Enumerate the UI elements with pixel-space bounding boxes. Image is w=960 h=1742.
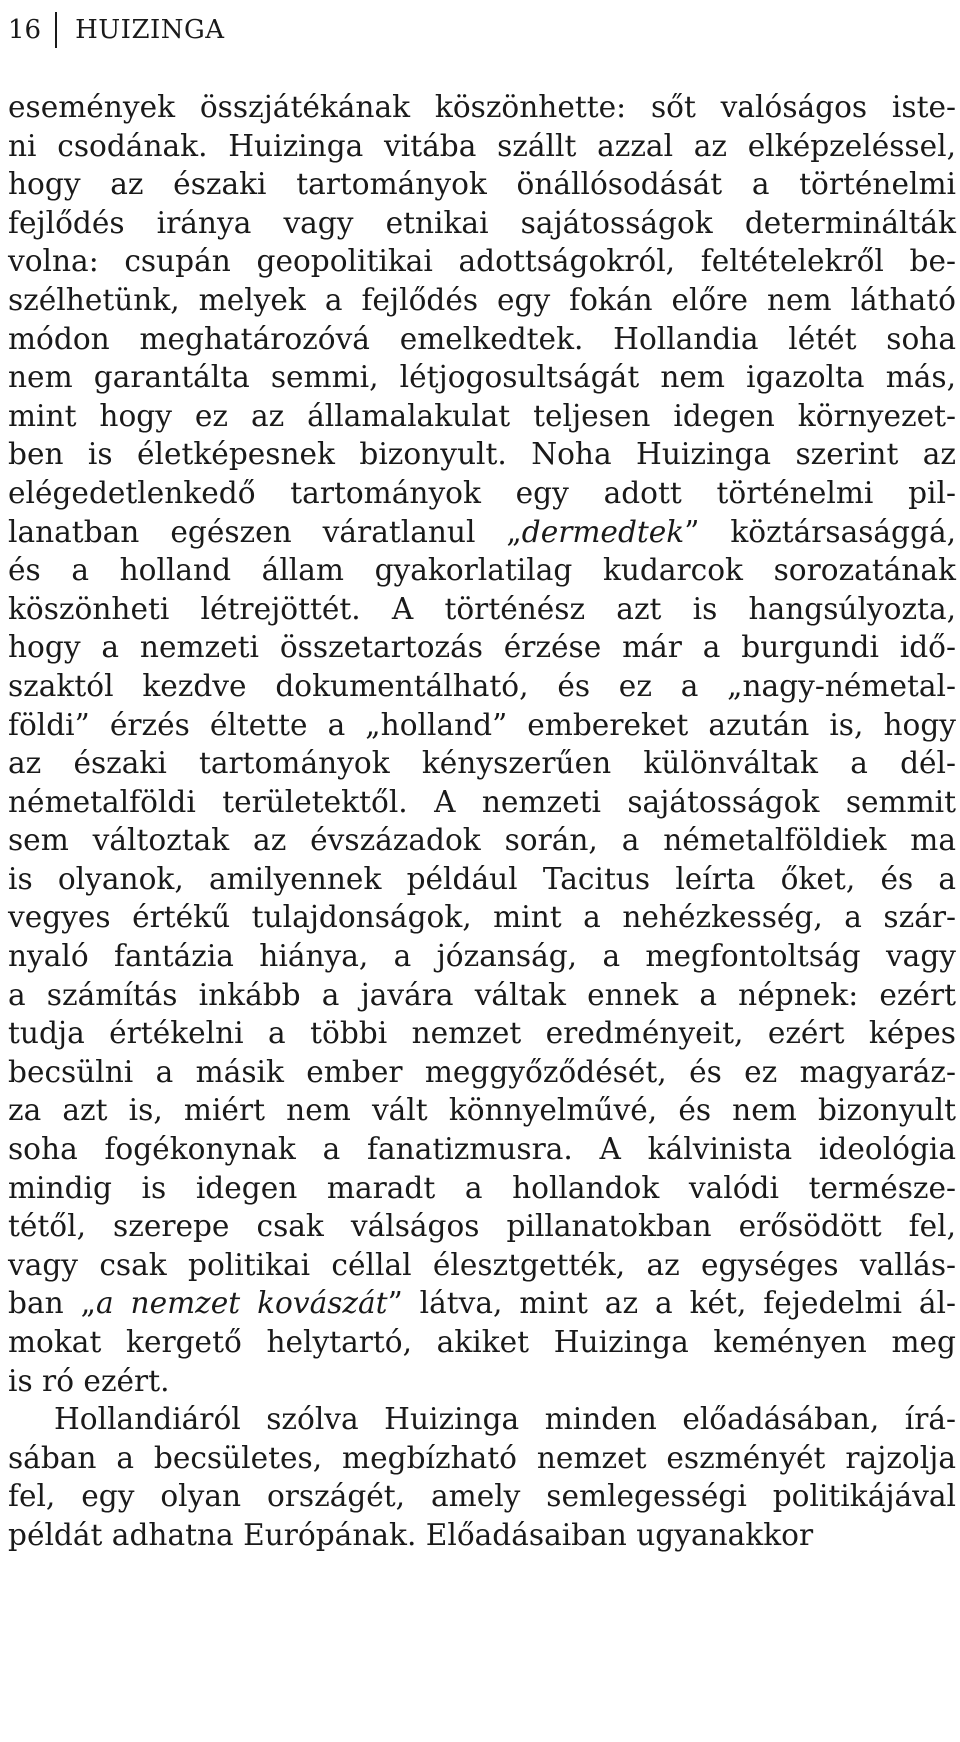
text-segment: mokat kergető helytartó, akiket Huizinga keményen meg [8,1325,956,1359]
text-segment: németalföldi területektől. A nemzeti sajátosságok semmit [8,784,956,819]
header-divider [55,12,57,48]
text-line [8,474,956,513]
text-segment: za azt is, miért nem vált könnyelművé, és nem bizonyult [8,1093,956,1128]
text-segment: ” látva, mint az a két, fejedelmi ál- [387,1286,956,1321]
body-text [8,88,956,1555]
running-title: HUIZINGA [75,15,225,45]
text-segment: ni csodának. Huizinga vitába szállt azzal az elképzeléssel, [8,128,956,163]
text-line [8,821,956,860]
text-segment: a számítás inkább a javára váltak ennek a népnek: ezért [8,977,956,1012]
text-segment: hogy az északi tartományok önállósodását a történelmi [8,167,956,202]
text-line [8,1400,956,1439]
running-head [8,0,956,58]
text-line [8,1014,956,1053]
text-segment: elégedetlenkedő tartományok egy adott történelmi pil- [8,475,956,510]
text-segment: események összjátékának köszönhette: sőt valóságos iste- [8,90,956,124]
text-line [8,1362,956,1401]
text-line [8,667,956,706]
text-segment: és a holland állam gyakorlatilag kudarcok sorozatának [8,553,956,588]
text-segment: sában a becsületes, megbízható nemzet eszményét rajzolja [8,1440,956,1475]
text-line [8,242,956,281]
text-line [8,1207,956,1246]
text-line [8,860,956,899]
text-segment: ben is életképesnek bizonyult. Noha Huizinga szerint az [8,437,956,472]
text-segment: is ró ezért. [8,1363,170,1398]
text-segment: az északi tartományok kényszerűen különváltak a dél- [8,746,956,781]
text-segment: soha fogékonynak a fanatizmusra. A kálvinista ideológia [8,1132,956,1167]
text-segment: hogy a nemzeti összetartozás érzése már a burgundi idő- [8,630,956,665]
text-line [8,551,956,590]
text-segment: fejlődés iránya vagy etnikai sajátosságok determinálták [8,205,956,240]
text-segment: mint hogy ez az államalakulat teljesen idegen környezet- [8,398,956,433]
text-line [8,590,956,629]
text-line [8,1323,956,1362]
text-line [8,1284,956,1323]
text-segment: szaktól kezdve dokumentálható, és ez a „nagy-németal- [8,668,956,703]
text-line [8,1053,956,1092]
page-number: 16 [8,15,42,45]
text-line [8,1169,956,1208]
text-segment: nem garantálta semmi, létjogosultságát nem igazolta más, [8,360,956,395]
text-line [8,513,956,552]
text-line [8,1516,956,1555]
text-segment: módon meghatározóvá emelkedtek. Hollandia létét soha [8,321,956,356]
text-line [8,1439,956,1478]
text-line [8,1246,956,1285]
text-line [8,88,956,127]
text-segment: ban „ [8,1286,96,1321]
text-segment: mindig is idegen maradt a hollandok valódi természe- [8,1170,956,1205]
text-line [8,783,956,822]
text-segment: sem változtak az évszázadok során, a németalföldiek ma [8,823,956,858]
text-line [8,1130,956,1169]
text-segment: szélhetünk, melyek a fejlődés egy fokán előre nem látható [8,282,956,317]
text-segment: lanatban egészen váratlanul „ [8,514,522,549]
text-segment: köszönheti létrejöttét. A történész azt is hangsúlyozta, [8,591,956,626]
text-segment: nyaló fantázia hiánya, a józanság, a megfontoltság vagy [8,939,956,974]
text-line [8,281,956,320]
text-line [8,165,956,204]
text-segment: vegyes értékű tulajdonságok, mint a nehézkesség, a szár- [8,900,956,935]
text-segment: földi” érzés éltette a „holland” embereket azután is, hogy [8,707,956,742]
text-line [8,706,956,745]
text-segment: fel, egy olyan országét, amely semlegességi politikájával [8,1479,956,1514]
text-line [8,937,956,976]
text-line [8,898,956,937]
text-line [8,1091,956,1130]
text-segment: ” köztársasággá, [684,514,956,549]
italic-quote: dermedtek [521,514,685,549]
text-line [8,127,956,166]
text-line [8,1477,956,1516]
text-line [8,976,956,1015]
text-segment: becsülni a másik ember meggyőződését, és ez magyaráz- [8,1054,956,1089]
text-segment: tudja értékelni a többi nemzet eredményeit, ezért képes [8,1016,956,1051]
text-segment: tétől, szerepe csak válságos pillanatokban erősödött fel, [8,1209,956,1244]
text-line [8,358,956,397]
text-line [8,744,956,783]
text-segment: is olyanok, amilyennek például Tacitus leírta őket, és a [8,861,956,896]
text-segment: példát adhatna Európának. Előadásaiban ugyanakkor [8,1517,814,1552]
text-line [8,320,956,359]
text-line [8,435,956,474]
text-line [8,397,956,436]
text-line [8,628,956,667]
text-segment: Hollandiáról szólva Huizinga minden előadásában, írá- [54,1402,956,1437]
text-segment: vagy csak politikai céllal élesztgették, az egységes vallás- [8,1247,956,1282]
text-segment: volna: csupán geopolitikai adottságokról, feltételekről be- [8,244,956,279]
text-line [8,204,956,243]
italic-quote: a nemzet kovászát [95,1286,388,1321]
